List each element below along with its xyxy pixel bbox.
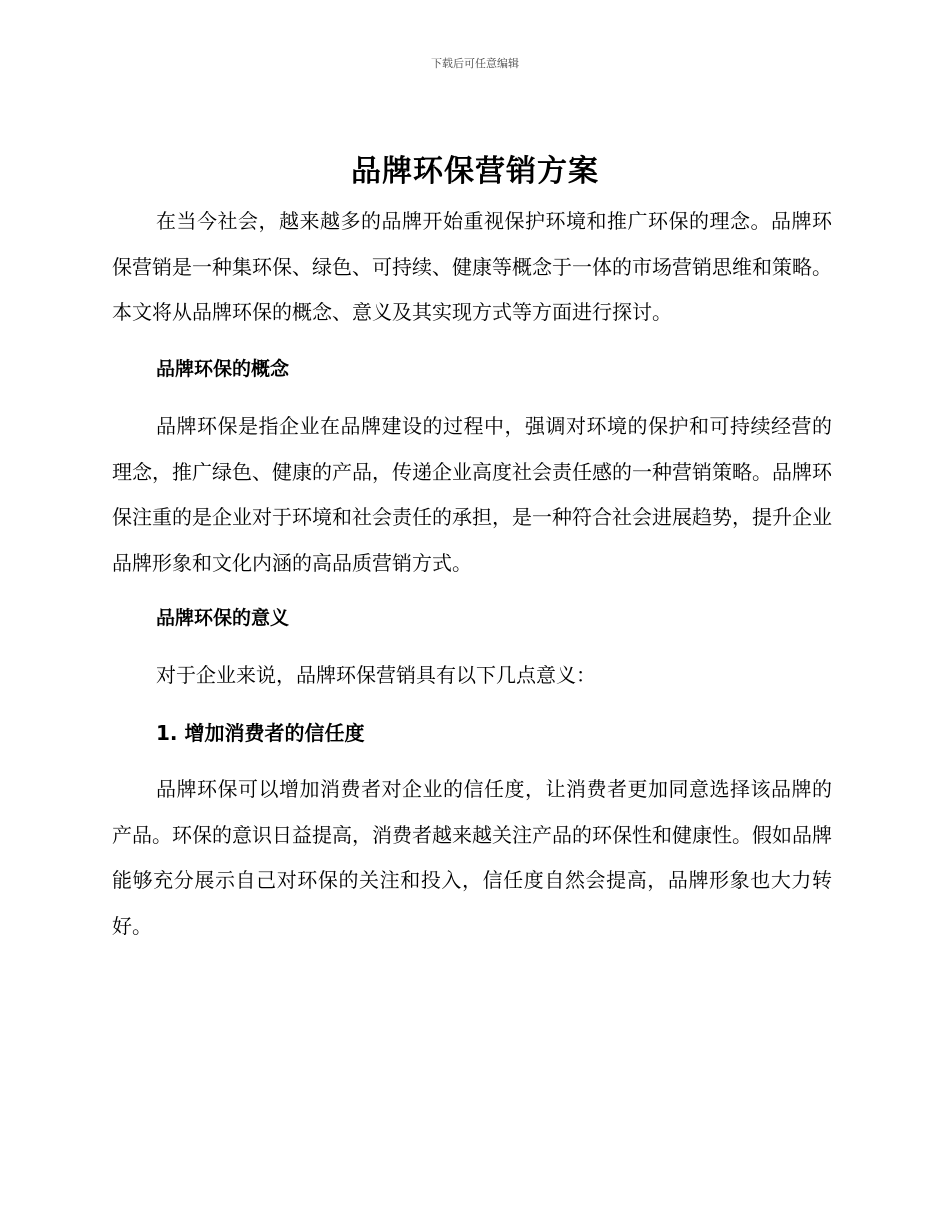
section-heading-significance: 品牌环保的意义 xyxy=(156,607,290,629)
document-title: 品牌环保营销方案 xyxy=(351,154,599,189)
concept-paragraph: 品牌环保是指企业在品牌建设的过程中，强调对环境的保护和可持续经营的理念，推广绿色、健康的产品，传递企业高度社会责任感的一种营销策略。品牌环保注重的是企业对于环境和社会责任的承担，是一种符合社会进展趋势，提升企业品牌形象和文化内涵的高品质营销方式。 xyxy=(112,414,832,575)
trust-paragraph: 品牌环保可以增加消费者对企业的信任度，让消费者更加同意选择该品牌的产品。环保的意识日益提高，消费者越来越关注产品的环保性和健康性。假如品牌能够充分展示自己对环保的关注和投入，信任度自然会提高，品牌形象也大力转好。 xyxy=(112,777,832,938)
header-note: 下载后可任意编辑 xyxy=(431,57,519,70)
significance-lead-paragraph: 对于企业来说，品牌环保营销具有以下几点意义： xyxy=(156,663,596,687)
intro-paragraph: 在当今社会，越来越多的品牌开始重视保护环境和推广环保的理念。品牌环保营销是一种集环保、绿色、可持续、健康等概念于一体的市场营销思维和策略。本文将从品牌环保的概念、意义及其实现方式等方面进行探讨。 xyxy=(112,209,832,324)
section-heading-concept: 品牌环保的概念 xyxy=(156,358,290,380)
point-heading-trust: 1. 增加消费者的信任度 xyxy=(156,721,365,745)
